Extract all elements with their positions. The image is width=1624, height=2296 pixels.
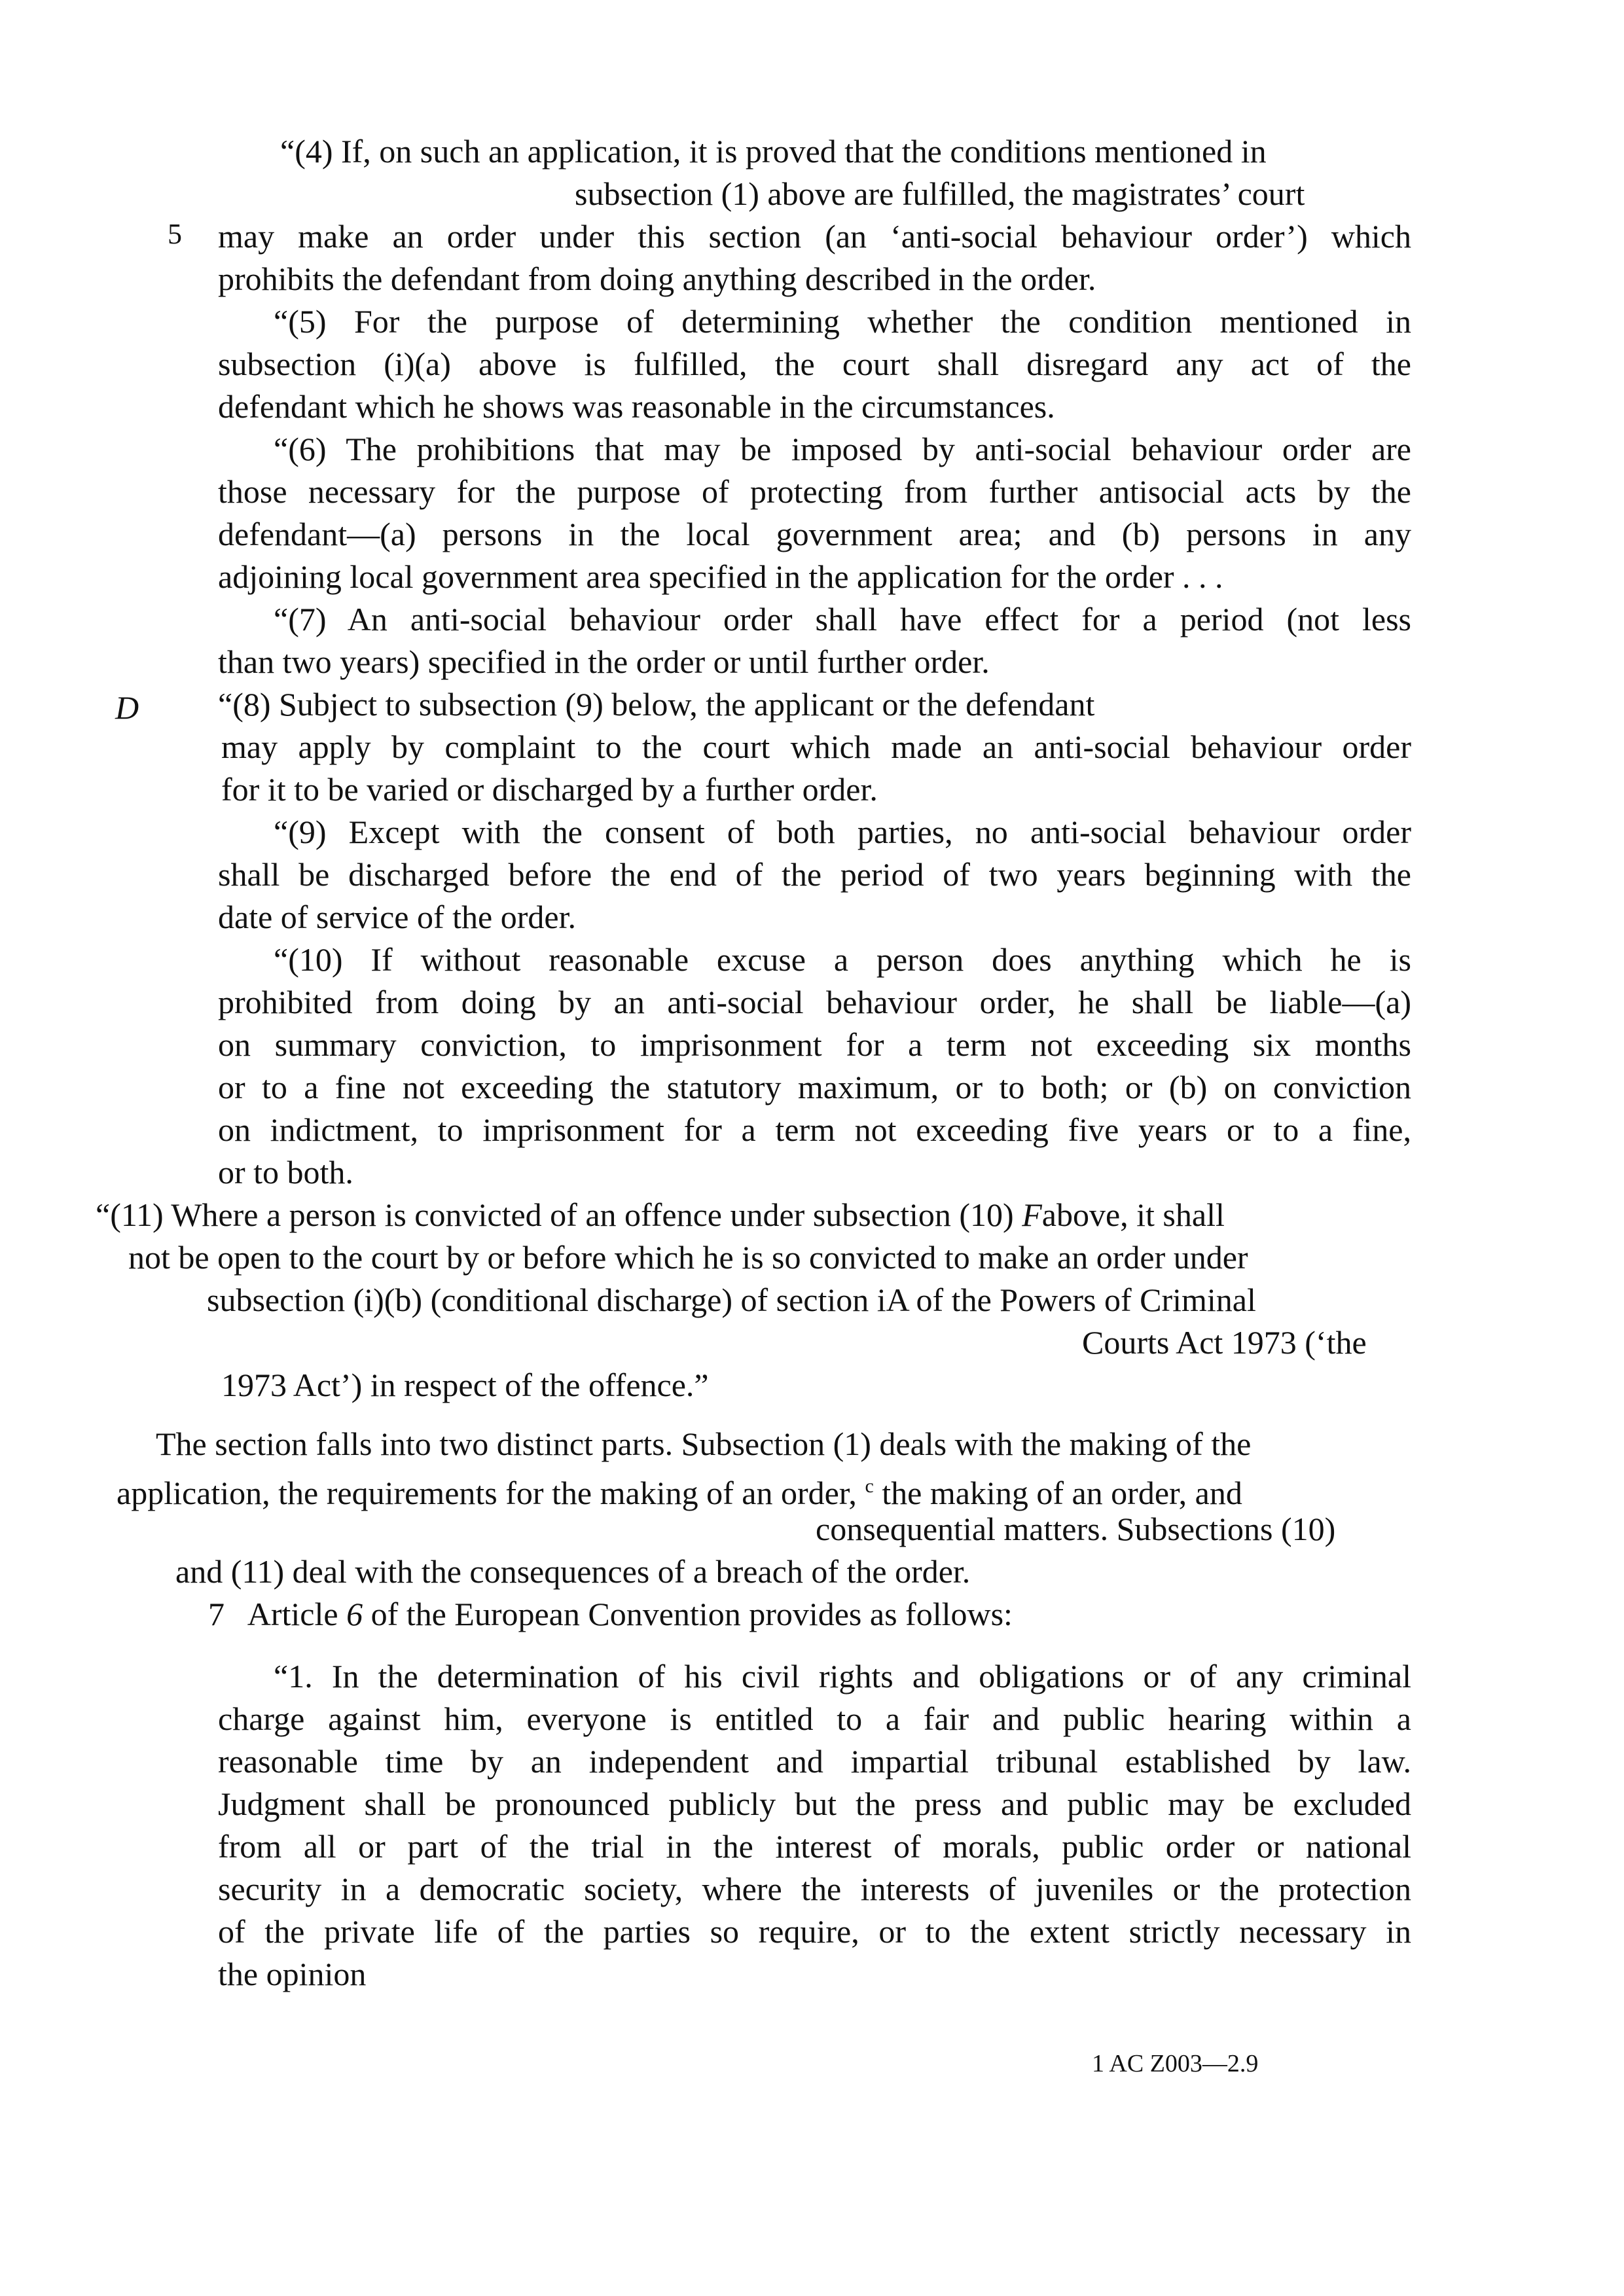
article-number: 6 bbox=[346, 1596, 363, 1632]
text-line bbox=[117, 1465, 1242, 1511]
text-line: “(10) If without reasonable excuse a person does anything which he is bbox=[274, 941, 1411, 978]
text-line: “(4) If, on such an application, it is proved that the conditions mentioned in bbox=[280, 133, 1267, 170]
text-line: “(6) The prohibitions that may be imposed by anti-social behaviour order are bbox=[274, 431, 1411, 467]
text-line: prohibited from doing by an anti-social behaviour order, he shall be liable—(a) bbox=[218, 984, 1411, 1020]
text-line: “(9) Except with the consent of both parties, no anti-social behaviour order bbox=[274, 814, 1411, 850]
text-line: or to both. bbox=[218, 1154, 353, 1191]
text-span: 7 Article bbox=[208, 1596, 338, 1632]
text-line: defendant which he shows was reasonable in the circumstances. bbox=[218, 388, 1055, 425]
text-line: or to a fine not exceeding the statutory maximum, or to both; or (b) on conviction bbox=[218, 1069, 1411, 1105]
text-line: and (11) deal with the consequences of a breach of the order. bbox=[175, 1553, 971, 1590]
text-line: subsection (i)(a) above is fulfilled, the court shall disregard any act of the bbox=[218, 346, 1411, 382]
text-line: charge against him, everyone is entitled to a fair and public hearing within a bbox=[218, 1700, 1411, 1737]
f-mark: F bbox=[1022, 1196, 1042, 1233]
text-line: Courts Act 1973 (‘the bbox=[1082, 1324, 1367, 1361]
text-line: the opinion bbox=[218, 1956, 367, 1992]
margin-letter-d: D bbox=[115, 689, 139, 726]
text-line: “1. In the determination of his civil rights and obligations or of any criminal bbox=[274, 1658, 1411, 1695]
text-line: The section falls into two distinct parts. Subsection (1) deals with the making of the bbox=[156, 1426, 1252, 1462]
text-line: on summary conviction, to imprisonment for a term not exceeding six months bbox=[218, 1026, 1411, 1063]
text-line: “(7) An anti-social behaviour order shall have effect for a period (not less bbox=[274, 601, 1411, 637]
page-footer: 1 AC Z003—2.9 bbox=[1092, 2050, 1259, 2077]
text-span: “(11) Where a person is convicted of an offence under subsection (10) bbox=[96, 1196, 1014, 1233]
text-line: for it to be varied or discharged by a further order. bbox=[221, 771, 878, 808]
text-line: of the private life of the parties so require, or to the extent strictly necessary in bbox=[218, 1913, 1411, 1950]
text-line: those necessary for the purpose of protecting from further antisocial acts by the bbox=[218, 473, 1411, 510]
text-line: defendant—(a) persons in the local government area; and (b) persons in any bbox=[218, 516, 1411, 552]
text-line: date of service of the order. bbox=[218, 899, 576, 935]
text-line: 1973 Act’) in respect of the offence.” bbox=[221, 1367, 709, 1403]
margin-line-number: 5 bbox=[168, 218, 182, 250]
text-line: consequential matters. Subsections (10) bbox=[816, 1511, 1336, 1547]
text-line bbox=[96, 1193, 1225, 1236]
text-span: of the European Convention provides as follows: bbox=[370, 1596, 1013, 1632]
text-line: from all or part of the trial in the interest of morals, public order or national bbox=[218, 1828, 1411, 1865]
text-line: shall be discharged before the end of the period of two years beginning with the bbox=[218, 856, 1411, 893]
text-line: “(8) Subject to subsection (9) below, the applicant or the defendant bbox=[218, 686, 1095, 723]
text-line: “(5) For the purpose of determining whether the condition mentioned in bbox=[274, 303, 1411, 340]
text-span: above, it shall bbox=[1041, 1196, 1225, 1233]
text-line: may make an order under this section (an ‘anti-social behaviour order’) which bbox=[218, 218, 1411, 255]
text-line: not be open to the court by or before which he is so convicted to make an order under bbox=[128, 1239, 1248, 1276]
text-line: on indictment, to imprisonment for a term not exceeding five years or to a fine, bbox=[218, 1111, 1411, 1148]
text-line: Judgment shall be pronounced publicly but the press and public may be excluded bbox=[218, 1785, 1411, 1822]
text-line: adjoining local government area specified in the application for the order . . . bbox=[218, 558, 1223, 595]
text-span: application, the requirements for the making of an order, bbox=[117, 1475, 857, 1511]
text-line: security in a democratic society, where the interests of juveniles or the protection bbox=[218, 1871, 1411, 1907]
text-line: subsection (1) above are fulfilled, the magistrates’ court bbox=[575, 175, 1305, 212]
text-line: prohibits the defendant from doing anything described in the order. bbox=[218, 260, 1096, 297]
text-line: reasonable time by an independent and impartial tribunal established by law. bbox=[218, 1743, 1411, 1780]
text-line bbox=[208, 1592, 1013, 1636]
text-span: the making of an order, and bbox=[882, 1475, 1242, 1511]
text-line: than two years) specified in the order or until further order. bbox=[218, 643, 990, 680]
c-mark: c bbox=[865, 1475, 874, 1497]
text-line: subsection (i)(b) (conditional discharge) of section iA of the Powers of Criminal bbox=[207, 1282, 1256, 1318]
text-line: may apply by complaint to the court which made an anti-social behaviour order bbox=[221, 728, 1411, 765]
